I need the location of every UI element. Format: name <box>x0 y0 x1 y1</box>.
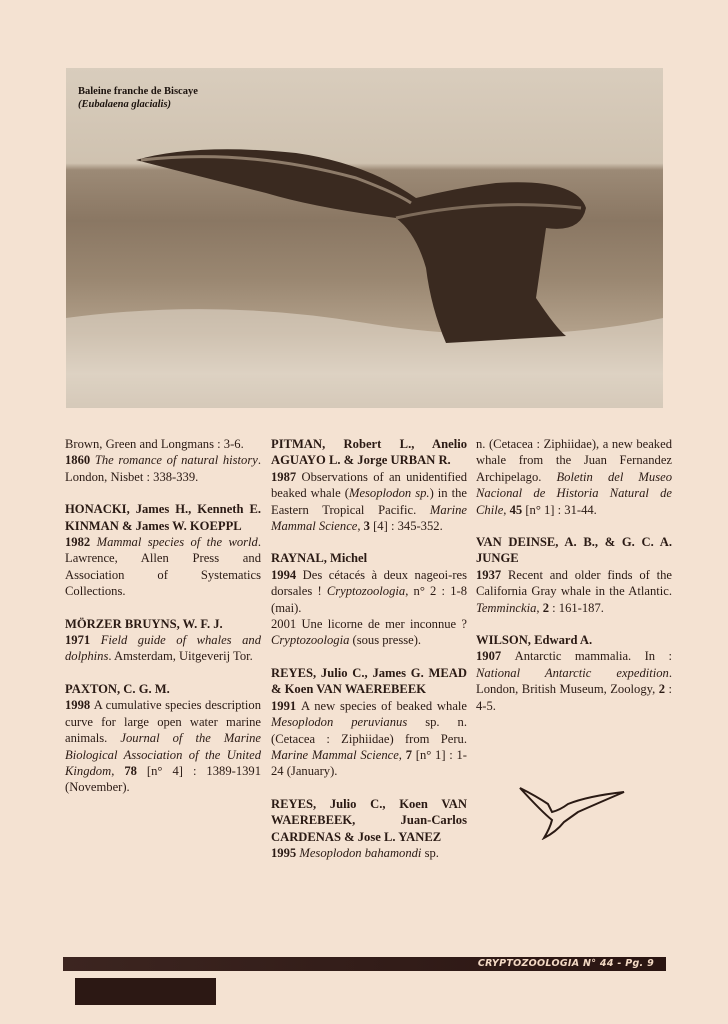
reference-text: Brown, Green and Longmans : 3-6. <box>65 437 244 451</box>
reference-title: Field guide of whales and dolphins <box>65 633 261 664</box>
reference-text: ) in the Eastern Tropical Pacific. <box>271 486 467 517</box>
reference-text: , <box>536 600 543 615</box>
reference-text: Antarctic mammalia. In : <box>514 649 672 664</box>
bibliography-entry <box>271 796 467 862</box>
reference-text: , <box>503 502 510 517</box>
reference-title: Marine Mammal Science <box>271 502 467 534</box>
bibliography-entry <box>271 665 467 780</box>
reference-number: 1860 <box>65 453 95 468</box>
reference-title: Marine Mammal Science <box>271 747 399 762</box>
bibliography-entry <box>476 632 672 714</box>
reference <box>476 567 672 616</box>
reference-text: Recent and older finds of the California Gray whale in the Atlantic. <box>476 567 672 599</box>
reference-title: Mesoplodon bahamondi <box>299 845 422 860</box>
reference <box>271 616 467 649</box>
entry-author: REYES, Julio C., James G. MEAD & Koen VAN WAEREBEEK <box>271 665 467 697</box>
reference <box>271 567 467 616</box>
bibliography-entry <box>65 616 261 665</box>
caption-scientific-name: (Eubalaena glacialis) <box>78 99 172 110</box>
reference-number: 2 <box>542 600 549 615</box>
reference-text: , n° 2 : 1-8 (mai). <box>271 584 467 615</box>
reference-text: 2001 Une licorne de mer inconnue ? <box>271 617 467 632</box>
reference-title: Cryptozoologia <box>326 584 406 599</box>
bibliography-entry <box>65 681 261 796</box>
reference-title: Mammal species of the world <box>96 535 258 550</box>
running-title: CRYPTOZOOLOGIA N° 44 - Pg. 9 <box>477 958 654 969</box>
footer-bar <box>63 957 666 971</box>
reference-number: 1982 <box>65 535 97 550</box>
reference <box>271 698 467 780</box>
entry-author: REYES, Julio C., Koen VAN WAEREBEEK, Juan-Carlos CARDENAS & Jose L. YANEZ <box>271 796 467 844</box>
bibliography-entry <box>476 436 672 518</box>
reference-text: . London, British Museum, Zoology, <box>476 665 672 697</box>
reference-number: 2 <box>658 682 666 697</box>
reference-text: n. (Cetacea : Ziphiidae), a new beaked whale from the Juan Fernandez Archipelago. <box>476 437 672 484</box>
reference-title: Mesoplodon sp. <box>348 486 430 501</box>
reference-text: (sous presse). <box>349 633 422 648</box>
reference-text: . Amsterdam, Uitgeverij Tor. <box>108 649 253 664</box>
reference-text: A new species of beaked whale <box>301 698 467 713</box>
reference-text: A cumulative species description curve for large open water marine animals. <box>65 698 261 746</box>
reference <box>271 469 467 535</box>
bibliography-column-2 <box>271 436 467 877</box>
reference-number: 1995 <box>271 845 300 860</box>
photo-caption <box>78 85 198 111</box>
reference-text: , <box>357 519 364 534</box>
reference <box>271 845 467 861</box>
reference-number: 1907 <box>476 649 515 664</box>
reference-title: Temminckia <box>476 600 537 615</box>
reference-text: [n° 1] : 1-24 (January). <box>271 747 467 779</box>
entry-author: PAXTON, C. G. M. <box>65 681 170 696</box>
reference-title: Boletin del Museo Nacional de Historia Natural de Chile <box>476 469 672 517</box>
reference-number: 1987 <box>271 469 302 484</box>
reference <box>65 452 261 485</box>
reference <box>476 648 672 714</box>
reference-number: 1937 <box>476 567 508 582</box>
reference-text: [n° 4] : 1389-1391 (November). <box>65 763 262 795</box>
reference-text: . Lawrence, Allen Press and Association of Systematics Collections. <box>65 535 261 599</box>
bibliography-entry <box>271 550 467 648</box>
pterodactyl-logo-icon <box>516 782 628 840</box>
reference <box>65 534 261 600</box>
reference <box>476 436 672 518</box>
reference-text: Observations of an unidentified beaked whale ( <box>271 469 467 501</box>
entry-author: MÖRZER BRUYNS, W. F. J. <box>65 616 223 631</box>
reference <box>65 436 261 452</box>
reference-text: sp. n. (Cetacea : Ziphiidae) from Peru. <box>271 715 467 746</box>
entry-author: PITMAN, Robert L., Anelio AGUAYO L. & Jorge URBAN R. <box>271 437 467 468</box>
reference-number: 45 <box>509 502 523 517</box>
footer-block <box>75 978 216 1005</box>
bibliography-column-3 <box>476 436 672 730</box>
reference-number: 1994 <box>271 567 303 582</box>
bibliography-entry <box>65 436 261 485</box>
reference-number: 1971 <box>65 633 101 648</box>
reference-title: Mesoplodon peruvianus <box>271 715 408 730</box>
reference-title: The romance of natural history <box>94 453 258 468</box>
reference-text: : 4-5. <box>476 682 672 713</box>
reference-number: 7 <box>405 747 412 762</box>
reference <box>65 697 261 795</box>
reference-title: National Antarctic expedition <box>476 665 669 680</box>
bibliography-column-1 <box>65 436 261 812</box>
reference-text: sp. <box>421 845 439 860</box>
entry-author: WILSON, Edward A. <box>476 633 593 648</box>
reference <box>65 632 261 665</box>
reference-text: Des cétacés à deux nageoi-res dorsales ! <box>271 567 468 599</box>
reference-text: , <box>111 763 125 778</box>
caption-common-name: Baleine franche de Biscaye <box>78 86 198 97</box>
reference-title: Journal of the Marine Biological Association of the United Kingdom <box>65 731 261 778</box>
whale-tail-illustration <box>66 68 663 408</box>
reference-number: 78 <box>124 763 137 778</box>
entry-author: HONACKI, James H., Kenneth E. KINMAN & James W. KOEPPL <box>65 502 261 533</box>
reference-text: [n° 1] : 31-44. <box>522 502 597 517</box>
reference-text: [4] : 345-352. <box>369 519 443 534</box>
bibliography-entry <box>65 501 261 599</box>
reference-number: 1991 <box>271 698 301 713</box>
entry-author: VAN DEINSE, A. B., & G. C. A. JUNGE <box>476 535 672 566</box>
reference-text: . London, Nisbet : 338-339. <box>65 453 262 484</box>
reference-text: : 161-187. <box>549 600 604 615</box>
entry-author: RAYNAL, Michel <box>271 551 368 566</box>
whale-tail-photo <box>66 68 663 408</box>
reference-number: 3 <box>363 519 370 534</box>
reference-text: , <box>398 747 406 762</box>
reference-number: 1998 <box>65 698 94 713</box>
bibliography-entry <box>271 436 467 534</box>
reference-title: Cryptozoologia <box>271 633 350 648</box>
bibliography-entry <box>476 534 672 616</box>
